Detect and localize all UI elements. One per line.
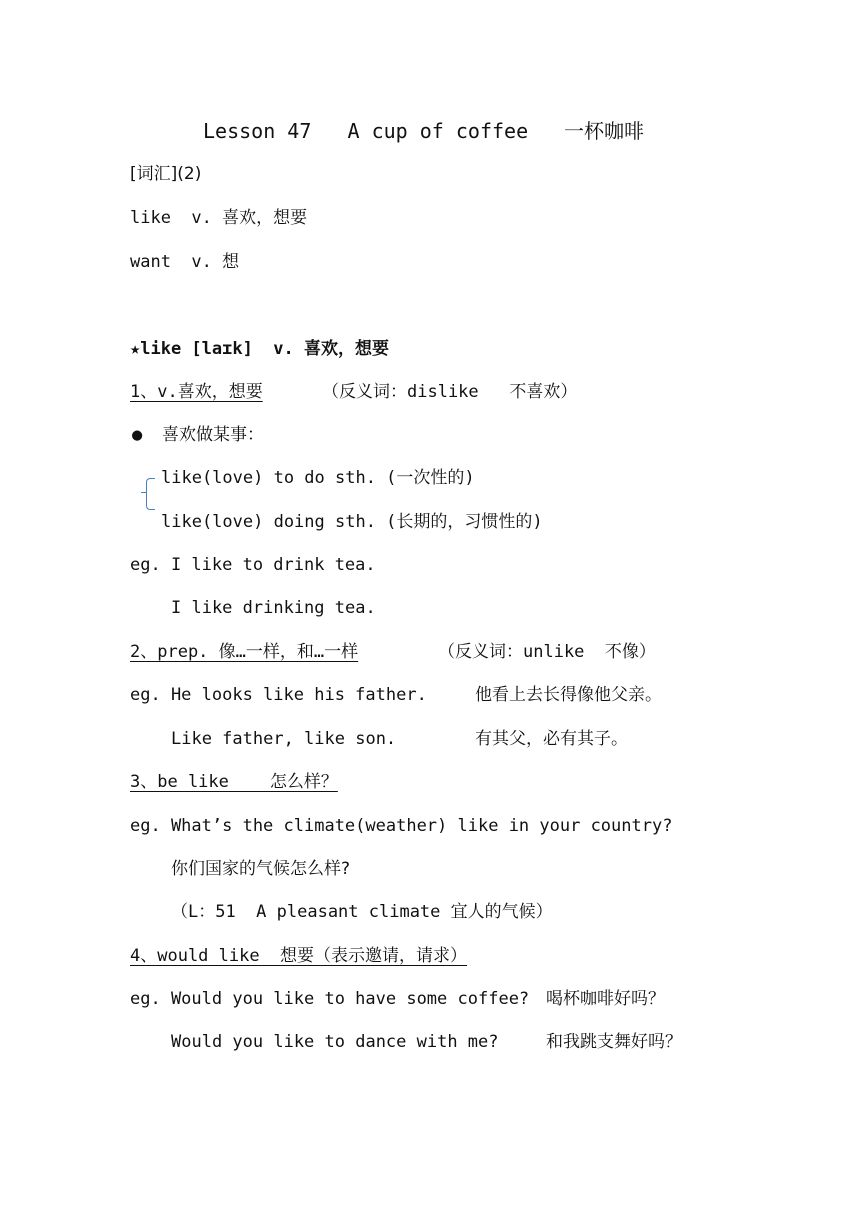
entry-heading: ★like [laɪk] v. 喜欢，想要 [130, 339, 389, 359]
lesson-title-chinese: 一杯咖啡 [564, 119, 644, 143]
sense3-example-cn: 你们国家的气候怎么样? [171, 859, 351, 879]
bullet-icon: ● [132, 425, 143, 445]
sense1-bullet-text: 喜欢做某事： [162, 425, 264, 445]
sense1-example2: I like drinking tea. [171, 598, 376, 618]
sense3-reference: （L：51 A pleasant climate 宜人的气候） [171, 902, 553, 922]
lesson-title: Lesson 47 A cup of coffee [203, 119, 529, 143]
sense2-example2-en: Like father, like son. [171, 729, 397, 749]
sense1-heading: 1、v.喜欢，想要 [130, 382, 263, 402]
sense2-example2-cn: 有其父，必有其子。 [475, 729, 628, 749]
sense1-pattern2: like(love) doing sth. (长期的，习惯性的) [161, 512, 543, 532]
sense4-example1-en: eg. Would you like to have some coffee? [130, 989, 530, 1009]
sense1-pattern1: like(love) to do sth. (一次性的) [161, 468, 475, 488]
sense4-example1-cn: 喝杯咖啡好吗？ [546, 989, 665, 1009]
sense1-antonym: （反义词：dislike 不喜欢） [322, 382, 578, 402]
vocab-item-like: like v. 喜欢，想要 [130, 208, 308, 228]
sense4-example2-en: Would you like to dance with me? [171, 1032, 499, 1052]
sense2-heading: 2、prep. 像…一样，和…一样 [130, 642, 359, 662]
brace-icon [146, 478, 155, 510]
vocab-header: [词汇](2) [130, 164, 202, 184]
sense2-antonym: （反义词：unlike 不像） [438, 642, 656, 662]
sense4-example2-cn: 和我跳支舞好吗？ [546, 1032, 682, 1052]
sense1-example1: eg. I like to drink tea. [130, 555, 376, 575]
sense2-example1-cn: 他看上去长得像他父亲。 [475, 685, 662, 705]
sense4-heading: 4、would like 想要（表示邀请，请求） [130, 946, 468, 966]
vocab-item-want: want v. 想 [130, 252, 240, 272]
sense3-heading: 3、be like 怎么样？ [130, 772, 338, 792]
sense3-example-en: eg. What’s the climate(weather) like in your country? [130, 816, 673, 836]
sense2-example1-en: eg. He looks like his father. [130, 685, 427, 705]
